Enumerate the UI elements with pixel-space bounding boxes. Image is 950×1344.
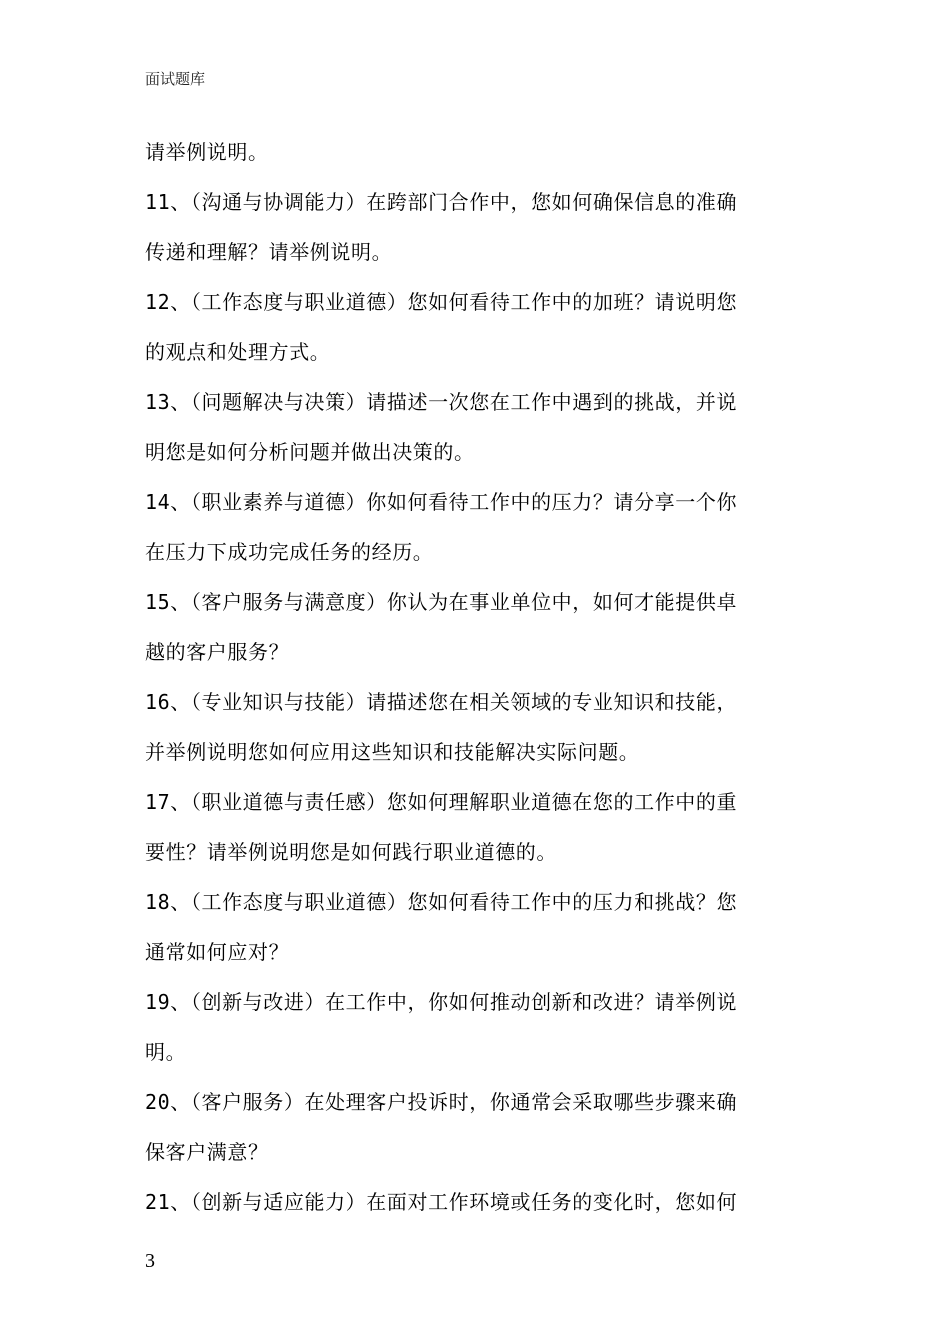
text-line: 20、（客户服务）在处理客户投诉时，你通常会采取哪些步骤来确 [145, 1090, 738, 1114]
text-line: 14、（职业素养与道德）你如何看待工作中的压力？请分享一个你 [145, 490, 738, 514]
text-line: 在压力下成功完成任务的经历。 [145, 540, 434, 564]
page-header: 面试题库 [145, 70, 206, 88]
text-line: 17、（职业道德与责任感）您如何理解职业道德在您的工作中的重 [145, 790, 738, 814]
text-line: 请举例说明。 [145, 140, 269, 164]
text-line: 21、（创新与适应能力）在面对工作环境或任务的变化时，您如何 [145, 1190, 738, 1214]
text-line: 的观点和处理方式。 [145, 340, 331, 364]
page-number: 3 [145, 1250, 155, 1272]
text-line: 明。 [145, 1040, 187, 1064]
text-line: 保客户满意？ [145, 1140, 269, 1164]
text-line: 12、（工作态度与职业道德）您如何看待工作中的加班？请说明您 [145, 290, 738, 314]
text-line: 19、（创新与改进）在工作中，你如何推动创新和改进？请举例说 [145, 990, 738, 1014]
text-line: 传递和理解？请举例说明。 [145, 240, 393, 264]
text-line: 越的客户服务？ [145, 640, 290, 664]
text-line: 明您是如何分析问题并做出决策的。 [145, 440, 475, 464]
text-line: 11、（沟通与协调能力）在跨部门合作中，您如何确保信息的准确 [145, 190, 738, 214]
text-line: 并举例说明您如何应用这些知识和技能解决实际问题。 [145, 740, 640, 764]
text-line: 要性？请举例说明您是如何践行职业道德的。 [145, 840, 557, 864]
text-line: 通常如何应对？ [145, 940, 290, 964]
text-line: 16、（专业知识与技能）请描述您在相关领域的专业知识和技能， [145, 690, 738, 714]
text-line: 15、（客户服务与满意度）你认为在事业单位中，如何才能提供卓 [145, 590, 738, 614]
question-list [145, 132, 810, 1232]
text-line: 13、（问题解决与决策）请描述一次您在工作中遇到的挑战，并说 [145, 390, 738, 414]
text-line: 18、（工作态度与职业道德）您如何看待工作中的压力和挑战？您 [145, 890, 738, 914]
